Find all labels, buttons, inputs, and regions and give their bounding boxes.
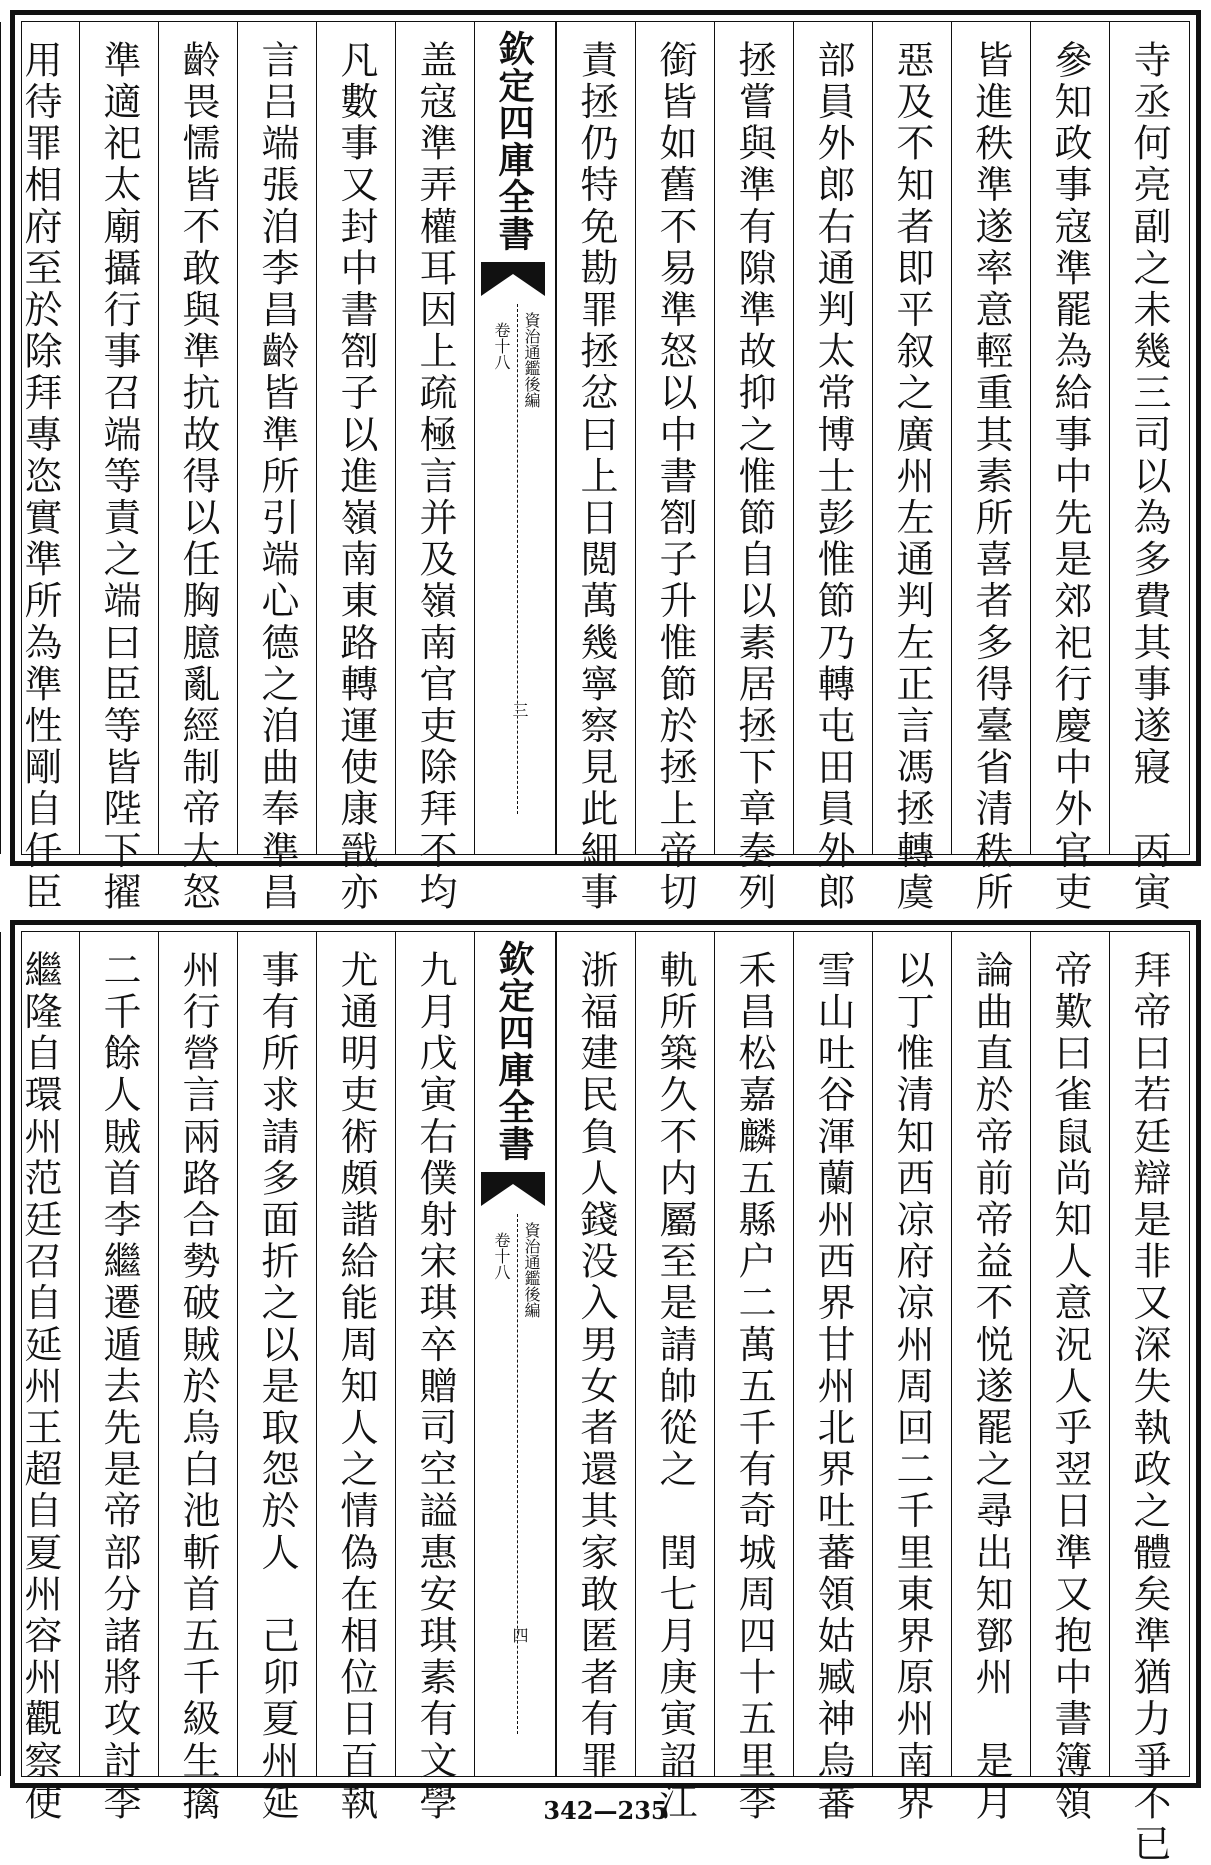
- column-text: 拜帝曰若廷辯是非又深失執政之體矣準猶力爭不已: [1127, 950, 1171, 1865]
- text-frame: [18, 21, 1190, 914]
- text-column: [316, 932, 395, 1824]
- text-column: [1030, 932, 1109, 1824]
- folio-page-3: [10, 10, 1201, 914]
- fish-tail-mark-icon: [481, 1172, 545, 1206]
- column-text: 齡畏懦皆不敢與準抗故得以任胸臆亂經制帝大怒: [176, 40, 220, 914]
- column-text: 拯嘗與準有隙準故抑之惟節自以素居拯下章奏列: [732, 40, 776, 914]
- fish-tail-mark-icon: [481, 262, 545, 296]
- text-column: [237, 22, 316, 914]
- column-text: 銜皆如舊不易準怒以中書劄子升惟節於拯上帝切: [653, 40, 697, 914]
- book-title: 資治通鑑後編: [522, 1222, 541, 1318]
- text-column: [237, 932, 316, 1824]
- text-column: [793, 932, 872, 1824]
- column-text: 言吕端張洎李昌齡皆準所引端心德之洎曲奉準昌: [255, 40, 299, 914]
- column-text: 惡及不知者即平叙之廣州左通判左正言馮拯轉虞: [890, 40, 934, 914]
- text-column: [1109, 932, 1188, 1865]
- text-column: [158, 22, 237, 914]
- text-column: [951, 932, 1030, 1824]
- text-column: [714, 932, 793, 1824]
- text-column: [872, 22, 951, 914]
- column-text: 二千餘人賊首李繼遷遁去先是帝部分諸將攻討李: [97, 950, 141, 1824]
- text-column: [635, 22, 714, 914]
- text-column: [395, 932, 474, 1824]
- text-column: [951, 22, 1030, 914]
- text-column: [1030, 22, 1109, 914]
- column-text: 軌所築久不内屬至是請帥從之 閏七月庚寅詔江: [653, 950, 697, 1824]
- volume-label: 卷十八: [492, 322, 511, 370]
- column-text: 皆進秩準遂率意輕重其素所喜者多得臺省清秩所: [969, 40, 1013, 914]
- text-column: [872, 932, 951, 1824]
- book-title: 資治通鑑後編: [522, 312, 541, 408]
- text-column: [79, 22, 158, 914]
- column-text: 雪山吐谷渾蘭州西界甘州北界吐蕃領姑臧神烏蕃: [811, 950, 855, 1824]
- text-column: [0, 22, 79, 914]
- column-text: 參知政事寇準罷為給事中先是郊祀行慶中外官吏: [1048, 40, 1092, 914]
- column-text: 凡數事又封中書劄子以進嶺南東路轉運使康戩亦: [334, 40, 378, 914]
- column-text: 責拯仍特免勘罪拯忿曰上日閲萬幾寧察見此細事: [574, 40, 618, 914]
- center-fold-column: [474, 932, 556, 1776]
- text-column: [1109, 22, 1188, 914]
- text-column: [395, 22, 474, 914]
- column-text: 盖寇準弄權耳因上疏極言并及嶺南官吏除拜不均: [413, 40, 457, 914]
- column-text: 禾昌松嘉麟五縣户二萬五千有奇城周四十五里李: [732, 950, 776, 1824]
- folio-number: 四: [510, 1627, 529, 1643]
- column-text: 事有所求請多面折之以是取怨於人 己卯夏州延: [255, 950, 299, 1824]
- text-column: [0, 932, 79, 1824]
- page-number: 342—235: [543, 1796, 668, 1825]
- column-text: 九月戊寅右僕射宋琪卒贈司空謚惠安琪素有文學: [413, 950, 457, 1824]
- column-text: 以丁惟清知西凉府凉州周回二千里東界原州南界: [890, 950, 934, 1824]
- column-text: 帝歎曰雀鼠尚知人意況人乎翌日準又抱中書簿領: [1048, 950, 1092, 1824]
- column-text: 浙福建民負人錢没入男女者還其家敢匿者有罪: [574, 950, 618, 1782]
- column-text: 準適祀太廟攝行事召端等責之端曰臣等皆陛下擢: [97, 40, 141, 914]
- column-text: 尤通明吏術頗諧給能周知人之情偽在相位日百執: [334, 950, 378, 1824]
- column-text: 部員外郎右通判太常博士彭惟節乃轉屯田員外郎: [811, 40, 855, 914]
- volume-label: 卷十八: [492, 1232, 511, 1280]
- text-column: [556, 932, 635, 1782]
- text-column: [793, 22, 872, 914]
- folio-number: 三: [510, 702, 529, 718]
- column-text: 論曲直於帝前帝益不悦遂罷之尋出知鄧州 是月: [969, 950, 1013, 1824]
- banner-title: 欽定四庫全書: [493, 30, 535, 252]
- text-column: [79, 932, 158, 1824]
- fold-line: [517, 1214, 518, 1734]
- text-column: [635, 932, 714, 1824]
- fold-line: [517, 304, 518, 814]
- column-text: 用待罪相府至於除拜專恣實準所為準性剛自任臣: [18, 40, 62, 914]
- column-text: 州行營言兩路合勢破賊於烏白池斬首五千級生擒: [176, 950, 220, 1824]
- column-text: 繼隆自環州范廷召自延州王超自夏州容州觀察使: [18, 950, 62, 1824]
- center-fold-column: [474, 22, 556, 854]
- banner-title: 欽定四庫全書: [493, 940, 535, 1162]
- text-column: [556, 22, 635, 914]
- text-column: [316, 22, 395, 914]
- text-column: [158, 932, 237, 1824]
- text-column: [714, 22, 793, 914]
- column-text: 寺丞何亮副之未幾三司以為多費其事遂寢 丙寅: [1127, 40, 1171, 914]
